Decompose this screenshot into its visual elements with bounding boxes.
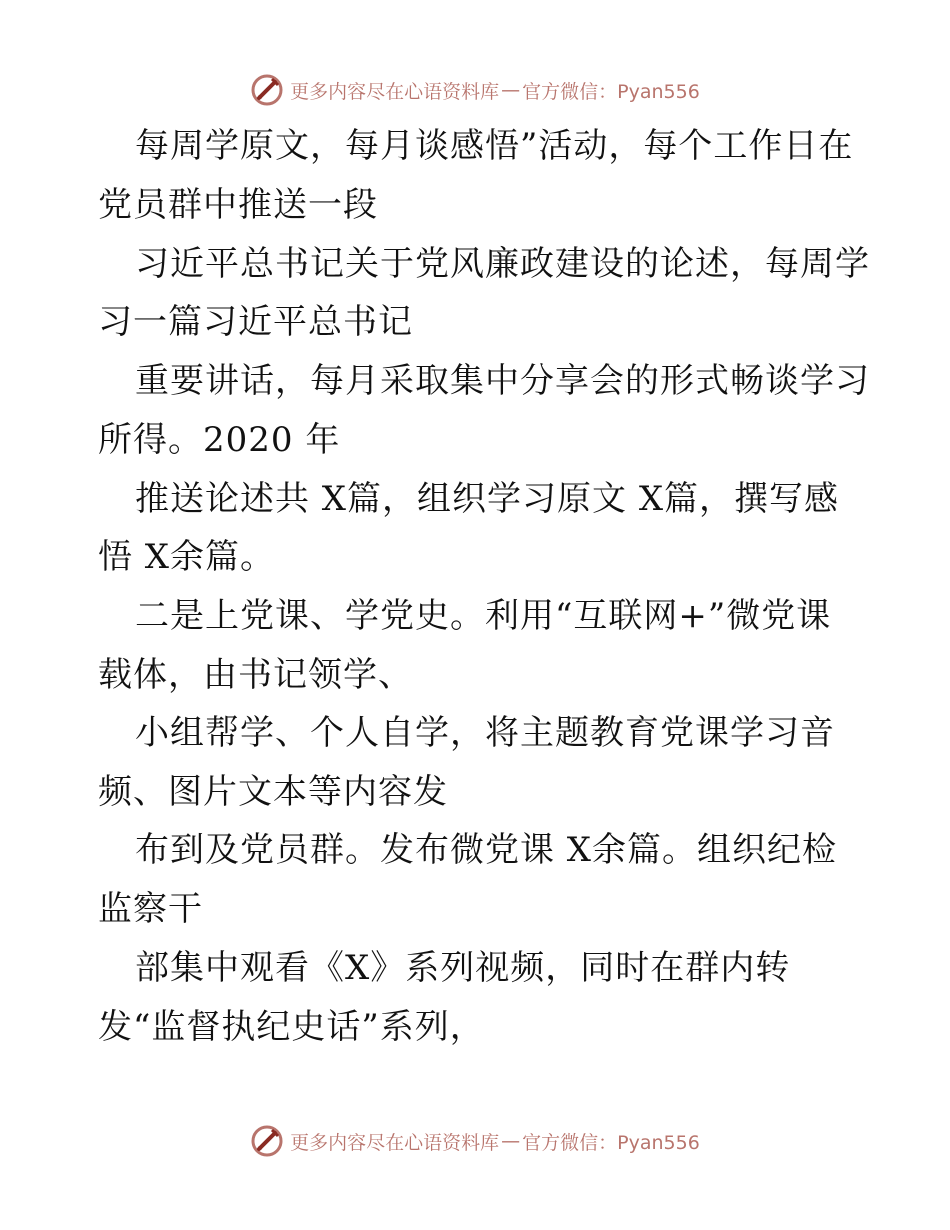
paragraph-line: 部集中观看《X》系列视频，同时在群内转	[135, 948, 791, 988]
paragraph-line: 每周学原文，每月谈感悟”活动，每个工作日在	[135, 126, 854, 166]
paragraph-line: 重要讲话，每月采取集中分享会的形式畅谈学习	[135, 361, 870, 401]
paragraph-line: 频、图片文本等内容发	[98, 772, 448, 812]
pen-logo-icon	[250, 1124, 284, 1158]
watermark-separator: —	[501, 79, 521, 101]
watermark-account: 官方微信：Pyan556	[522, 1131, 700, 1154]
paragraph-line: 载体，由书记领学、	[98, 655, 413, 695]
paragraph-line: 习一篇习近平总书记	[98, 302, 413, 342]
paragraph-line: 悟 X余篇。	[98, 537, 276, 577]
header-watermark	[0, 70, 950, 110]
watermark-account: 官方微信：Pyan556	[522, 80, 700, 103]
watermark-separator: —	[501, 1130, 521, 1152]
footer-watermark	[0, 1121, 950, 1161]
paragraph-line: 监察干	[98, 889, 203, 929]
paragraph-line: 小组帮学、个人自学，将主题教育党课学习音	[135, 713, 835, 753]
watermark-title: 更多内容尽在心语资料库	[290, 80, 500, 103]
pen-logo-icon	[250, 73, 284, 107]
paragraph-line: 二是上党课、学党史。利用“互联网+”微党课	[135, 596, 832, 636]
paragraph-line: 习近平总书记关于党风廉政建设的论述，每周学	[135, 244, 870, 284]
paragraph-line: 发“监督执纪史话”系列，	[98, 1007, 485, 1047]
paragraph-line: 布到及党员群。发布微党课 X余篇。组织纪检	[135, 830, 838, 870]
paragraph-line: 党员群中推送一段	[98, 185, 378, 225]
paragraph-line: 所得。2020 年	[98, 420, 341, 460]
paragraph-line: 推送论述共 X篇，组织学习原文 X篇，撰写感	[135, 479, 840, 519]
watermark-title: 更多内容尽在心语资料库	[290, 1131, 500, 1154]
